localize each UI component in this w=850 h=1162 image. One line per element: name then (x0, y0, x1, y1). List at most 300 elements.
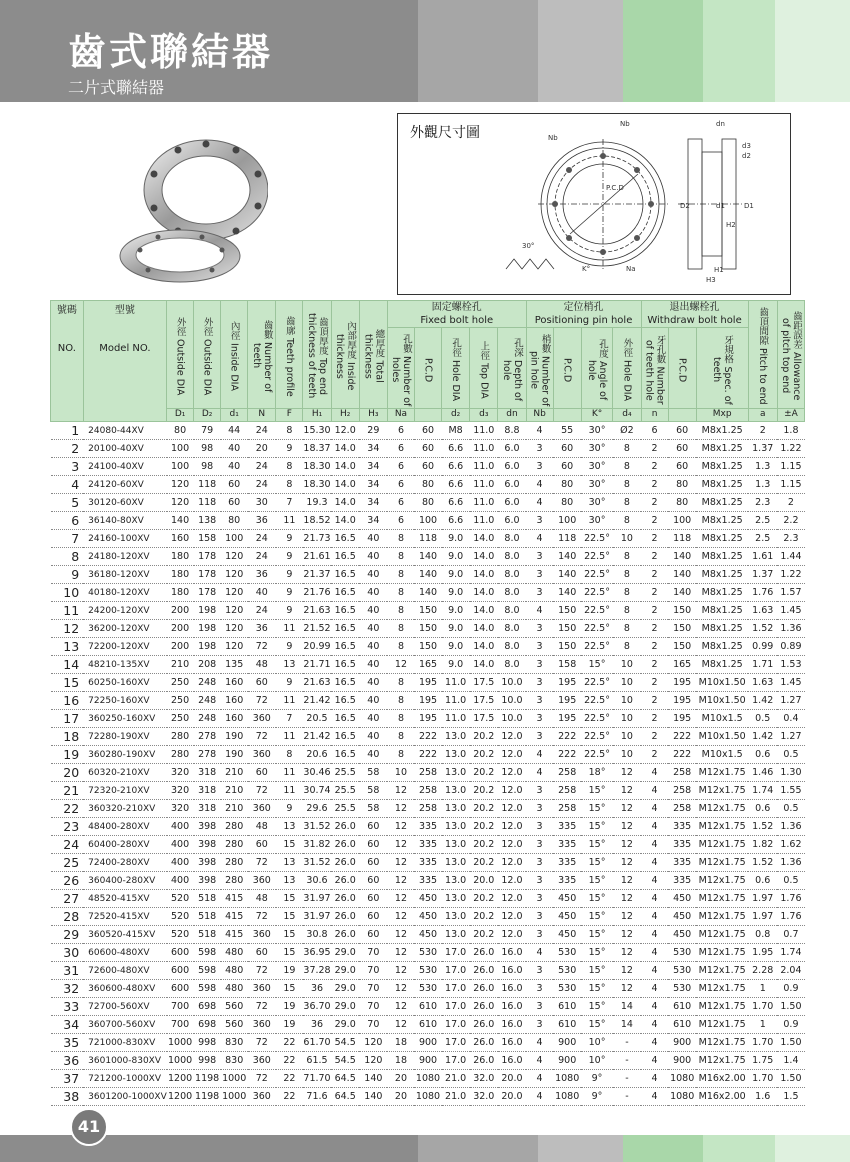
table-cell: 4 (526, 602, 553, 620)
table-cell: 58 (359, 800, 387, 818)
table-cell: 0.5 (748, 710, 777, 728)
table-cell: 40 (359, 746, 387, 764)
table-cell: 2 (641, 692, 668, 710)
table-cell: 11 (276, 512, 303, 530)
table-cell: 36 (248, 620, 276, 638)
table-cell: 120 (221, 602, 248, 620)
table-cell: 2 (641, 674, 668, 692)
table-cell: 12 (613, 872, 641, 890)
table-cell: 11 (276, 764, 303, 782)
table-cell: 12 (613, 836, 641, 854)
table-cell: 19 (276, 998, 303, 1016)
col-header-h2: 內部厚度 Inside thickness (331, 301, 359, 409)
table-cell: 4 (641, 854, 668, 872)
table-cell: 19 (276, 962, 303, 980)
table-cell: 1080 (553, 1088, 581, 1106)
table-cell: 998 (194, 1034, 221, 1052)
table-cell: 598 (194, 962, 221, 980)
table-cell: 335 (414, 872, 441, 890)
table-cell: 20.2 (470, 836, 498, 854)
table-cell: 25.5 (331, 782, 359, 800)
table-cell: 26.0 (470, 962, 498, 980)
table-cell: 12 (613, 782, 641, 800)
table-cell: 9 (276, 548, 303, 566)
table-cell: 16.5 (331, 674, 359, 692)
table-cell: 520 (167, 926, 194, 944)
table-cell: M16x2.00 (696, 1088, 748, 1106)
table-cell: 1.62 (777, 836, 804, 854)
model-number: 48520-415XV (83, 890, 166, 908)
table-cell: 6 (387, 422, 414, 440)
footer-stripe (418, 1135, 538, 1162)
row-number: 34 (51, 1016, 84, 1034)
header-stripe (623, 0, 703, 102)
table-row (51, 818, 805, 836)
table-cell: 11.0 (470, 494, 498, 512)
col-header-d3: 上徑 Top DIA (470, 328, 498, 409)
table-cell: 160 (221, 710, 248, 728)
table-cell: 30.46 (303, 764, 331, 782)
table-row (51, 512, 805, 530)
table-cell: 10 (613, 656, 641, 674)
table-cell: 1.76 (748, 584, 777, 602)
table-cell: 15° (581, 1016, 613, 1034)
table-cell: 40 (359, 656, 387, 674)
table-cell: 140 (359, 1070, 387, 1088)
table-cell: 190 (221, 728, 248, 746)
table-cell: 30.8 (303, 926, 331, 944)
table-cell: M12x1.75 (696, 908, 748, 926)
table-row (51, 566, 805, 584)
table-cell: 30° (581, 476, 613, 494)
table-cell: 12 (387, 890, 414, 908)
table-cell: 8.8 (498, 422, 526, 440)
table-cell: 700 (167, 1016, 194, 1034)
table-cell: 11 (276, 782, 303, 800)
table-cell: 48 (248, 656, 276, 674)
model-number: 721000-830XV (83, 1034, 166, 1052)
table-cell: 2 (641, 584, 668, 602)
table-cell: 9 (276, 602, 303, 620)
table-cell: 118 (668, 530, 696, 548)
table-cell: 1000 (167, 1052, 194, 1070)
table-cell: 15° (581, 854, 613, 872)
table-cell: 1.50 (777, 1070, 804, 1088)
table-cell: 25.5 (331, 764, 359, 782)
table-cell: 222 (553, 728, 581, 746)
table-cell: 8 (387, 746, 414, 764)
footer-stripe (538, 1135, 623, 1162)
header-stripe (418, 0, 538, 102)
table-cell: 8 (613, 440, 641, 458)
table-cell: 8 (387, 602, 414, 620)
sym-d2-hole: d₂ (442, 409, 470, 422)
table-cell: 21.63 (303, 602, 331, 620)
table-cell: 26.0 (331, 818, 359, 836)
table-cell: 60 (668, 458, 696, 476)
table-cell: 1198 (194, 1088, 221, 1106)
no-header: 號碼 NO. (51, 301, 84, 422)
table-cell: 13 (276, 854, 303, 872)
row-number: 31 (51, 962, 84, 980)
table-cell: 278 (194, 746, 221, 764)
table-cell: 13 (276, 818, 303, 836)
table-cell: 1.5 (777, 1088, 804, 1106)
table-row (51, 602, 805, 620)
table-cell: 40 (359, 674, 387, 692)
table-cell: 18.52 (303, 512, 331, 530)
table-cell: 3 (526, 728, 553, 746)
table-cell: 80 (414, 476, 441, 494)
table-cell: 1.70 (748, 1070, 777, 1088)
row-number: 32 (51, 980, 84, 998)
table-cell: 8 (276, 476, 303, 494)
sym-withdraw-pcd (668, 409, 696, 422)
table-cell: M8x1.25 (696, 422, 748, 440)
table-cell: 360 (248, 1052, 276, 1070)
table-cell: 530 (414, 944, 441, 962)
table-cell: 98 (194, 440, 221, 458)
table-cell: 12 (613, 980, 641, 998)
table-cell: 518 (194, 908, 221, 926)
table-cell: 11.0 (442, 710, 470, 728)
table-cell: 13 (276, 656, 303, 674)
table-cell: 150 (414, 620, 441, 638)
table-cell: 8.0 (498, 548, 526, 566)
table-cell: 1000 (221, 1088, 248, 1106)
table-cell: 21.61 (303, 548, 331, 566)
model-number: 40180-120XV (83, 584, 166, 602)
table-cell: 210 (221, 800, 248, 818)
table-cell: 15° (581, 656, 613, 674)
pin-hole-group-header: 定位梢孔 Positioning pin hole (526, 301, 641, 328)
table-cell: 180 (167, 566, 194, 584)
row-number: 12 (51, 620, 84, 638)
table-cell: 2.04 (777, 962, 804, 980)
table-cell: 18 (387, 1052, 414, 1070)
table-cell: 4 (526, 476, 553, 494)
model-number: 3601000-830XV (83, 1052, 166, 1070)
table-cell: 70 (359, 944, 387, 962)
table-row (51, 746, 805, 764)
table-cell: 3 (526, 800, 553, 818)
table-cell: 34 (359, 494, 387, 512)
table-cell: 0.6 (748, 746, 777, 764)
table-cell: 140 (668, 548, 696, 566)
col-header-withdraw-pcd: P.C.D (668, 328, 696, 409)
table-cell: 14.0 (331, 494, 359, 512)
table-cell: 60 (248, 764, 276, 782)
model-number: 24180-120XV (83, 548, 166, 566)
table-cell: 8 (276, 422, 303, 440)
table-cell: 22.5° (581, 638, 613, 656)
table-cell: 15 (276, 926, 303, 944)
table-cell: 1.37 (748, 440, 777, 458)
table-cell: 20.2 (470, 782, 498, 800)
table-cell: 60 (248, 944, 276, 962)
table-cell: 1.42 (748, 728, 777, 746)
table-cell: 165 (414, 656, 441, 674)
table-cell: 17.0 (442, 944, 470, 962)
table-cell: 14 (613, 998, 641, 1016)
table-cell: 415 (221, 926, 248, 944)
table-cell: 3 (526, 962, 553, 980)
table-cell: 2 (641, 602, 668, 620)
table-cell: 54.5 (331, 1034, 359, 1052)
col-header-mxp: 牙規格 Spec. of teeth (696, 328, 748, 409)
table-cell: 24 (248, 602, 276, 620)
model-number: 60400-280XV (83, 836, 166, 854)
table-cell: 450 (668, 926, 696, 944)
table-cell: 1.22 (777, 440, 804, 458)
table-cell: 21.71 (303, 656, 331, 674)
table-cell: 360 (248, 980, 276, 998)
table-cell: 120 (221, 566, 248, 584)
table-cell: 15° (581, 962, 613, 980)
table-cell: 2 (641, 746, 668, 764)
row-number: 13 (51, 638, 84, 656)
table-cell: 222 (668, 746, 696, 764)
table-cell: 14.0 (331, 440, 359, 458)
table-cell: 4 (641, 800, 668, 818)
model-header: 型號 Model NO. (83, 301, 166, 422)
table-cell: 530 (553, 962, 581, 980)
table-cell: 15° (581, 782, 613, 800)
table-cell: 2 (641, 638, 668, 656)
table-cell: 12.0 (498, 908, 526, 926)
sym-pm-a: ±A (777, 409, 804, 422)
table-cell: 3 (526, 620, 553, 638)
table-cell: 7 (276, 494, 303, 512)
model-number: 72400-280XV (83, 854, 166, 872)
table-cell: 1.76 (777, 890, 804, 908)
table-cell: 40 (359, 584, 387, 602)
table-cell: 150 (553, 638, 581, 656)
table-cell: 8 (613, 476, 641, 494)
table-cell: 4 (641, 890, 668, 908)
col-header-h1: 齒頂厚度 Top end thickness of teeth (303, 301, 331, 409)
table-cell: 195 (553, 710, 581, 728)
table-cell: 20.0 (498, 1088, 526, 1106)
row-number: 9 (51, 566, 84, 584)
model-number: 24120-60XV (83, 476, 166, 494)
table-cell: 4 (641, 1088, 668, 1106)
model-number: 36140-80XV (83, 512, 166, 530)
model-number: 24200-120XV (83, 602, 166, 620)
table-cell: 3 (526, 908, 553, 926)
table-cell: 12.0 (498, 782, 526, 800)
table-cell: 178 (194, 548, 221, 566)
table-cell: 1.61 (748, 548, 777, 566)
table-cell: 34 (359, 458, 387, 476)
table-cell: 3 (526, 926, 553, 944)
table-cell: 72 (248, 728, 276, 746)
table-cell: 1.8 (777, 422, 804, 440)
table-row (51, 890, 805, 908)
table-cell: 2 (641, 548, 668, 566)
table-cell: 24 (248, 530, 276, 548)
table-cell: 195 (414, 674, 441, 692)
table-cell: 3 (526, 692, 553, 710)
table-cell: 16.5 (331, 710, 359, 728)
table-cell: 3 (526, 1016, 553, 1034)
table-cell: 610 (668, 1016, 696, 1034)
spec-table (50, 300, 805, 1106)
table-cell: 3 (526, 656, 553, 674)
table-cell: 1.44 (777, 548, 804, 566)
col-header-na: 孔數 Number of holes (387, 328, 414, 409)
sym-nb: Nb (526, 409, 553, 422)
table-cell: 3 (526, 512, 553, 530)
table-cell: 1.76 (777, 908, 804, 926)
table-cell: 31.97 (303, 890, 331, 908)
table-cell: 4 (526, 1088, 553, 1106)
table-cell: 16.5 (331, 530, 359, 548)
table-cell: 30° (581, 440, 613, 458)
table-cell: 258 (414, 764, 441, 782)
table-cell: 22.5° (581, 710, 613, 728)
table-cell: 29.0 (331, 1016, 359, 1034)
row-number: 25 (51, 854, 84, 872)
table-cell: M12x1.75 (696, 1034, 748, 1052)
table-cell: 158 (553, 656, 581, 674)
row-number: 14 (51, 656, 84, 674)
table-cell: 20 (387, 1070, 414, 1088)
table-cell: 9 (276, 584, 303, 602)
table-cell: 22 (276, 1052, 303, 1070)
table-cell: - (613, 1052, 641, 1070)
table-cell: M12x1.75 (696, 1016, 748, 1034)
col-header-k: 孔度 Angle of hole (581, 328, 613, 409)
table-cell: 6 (641, 422, 668, 440)
table-cell: 2 (641, 476, 668, 494)
table-cell: M8x1.25 (696, 584, 748, 602)
table-cell: 16.5 (331, 692, 359, 710)
table-cell: 1000 (167, 1034, 194, 1052)
table-cell: 400 (167, 836, 194, 854)
table-cell: 6 (387, 458, 414, 476)
table-cell: 12 (613, 908, 641, 926)
table-cell: 320 (167, 764, 194, 782)
table-cell: 60 (359, 818, 387, 836)
table-cell: 64.5 (331, 1088, 359, 1106)
table-cell: 335 (414, 818, 441, 836)
table-cell: 6.0 (498, 476, 526, 494)
table-cell: 17.5 (470, 692, 498, 710)
footer-band (0, 1135, 850, 1162)
table-cell: 698 (194, 1016, 221, 1034)
table-cell: 4 (526, 1052, 553, 1070)
table-cell: 1080 (668, 1088, 696, 1106)
table-cell: 20.2 (470, 800, 498, 818)
table-cell: 8.0 (498, 656, 526, 674)
table-cell: 60 (414, 440, 441, 458)
table-cell: 360 (248, 1088, 276, 1106)
table-cell: 26.0 (470, 944, 498, 962)
table-cell: 398 (194, 836, 221, 854)
table-cell: 518 (194, 890, 221, 908)
table-cell: 72 (248, 1034, 276, 1052)
table-cell: 195 (668, 710, 696, 728)
table-cell: 12 (613, 962, 641, 980)
table-cell: 72 (248, 638, 276, 656)
table-cell: 335 (553, 818, 581, 836)
sym-f: F (276, 409, 303, 422)
table-cell: 12 (387, 782, 414, 800)
footer-stripe (703, 1135, 775, 1162)
table-cell: 70 (359, 1016, 387, 1034)
table-cell: M12x1.75 (696, 872, 748, 890)
table-cell: 10 (613, 674, 641, 692)
col-header-fixed-pcd: P.C.D (414, 328, 441, 409)
table-cell: 12 (387, 1016, 414, 1034)
table-cell: 55 (553, 422, 581, 440)
table-cell: M8x1.25 (696, 620, 748, 638)
row-number: 2 (51, 440, 84, 458)
sym-pin-pcd (553, 409, 581, 422)
model-number: 36180-120XV (83, 566, 166, 584)
table-cell: 1.63 (748, 674, 777, 692)
table-cell: M8 (442, 422, 470, 440)
table-cell: 10 (613, 692, 641, 710)
drawing-label: P.C.D (606, 184, 624, 192)
table-cell: 140 (167, 512, 194, 530)
table-cell: 16.5 (331, 638, 359, 656)
table-cell: 335 (668, 818, 696, 836)
table-cell: 18° (581, 764, 613, 782)
table-cell: 4 (641, 1052, 668, 1070)
table-cell: 280 (167, 746, 194, 764)
table-cell: 2 (641, 512, 668, 530)
row-number: 30 (51, 944, 84, 962)
table-cell: 2.3 (748, 494, 777, 512)
table-cell: 15° (581, 980, 613, 998)
table-cell: 72 (248, 782, 276, 800)
table-cell: 60 (359, 908, 387, 926)
table-cell: 31.97 (303, 908, 331, 926)
table-cell: 26.0 (331, 926, 359, 944)
table-cell: 20.2 (470, 728, 498, 746)
table-cell: 4 (641, 782, 668, 800)
table-cell: 34 (359, 440, 387, 458)
table-cell: 1.15 (777, 476, 804, 494)
table-cell: 8 (387, 620, 414, 638)
table-cell: 60 (359, 854, 387, 872)
table-row (51, 764, 805, 782)
model-number: 72320-210XV (83, 782, 166, 800)
row-number: 36 (51, 1052, 84, 1070)
model-number: 48210-135XV (83, 656, 166, 674)
table-cell: 12 (387, 656, 414, 674)
table-cell: 480 (221, 980, 248, 998)
table-cell: 16.0 (498, 962, 526, 980)
model-number: 360600-480XV (83, 980, 166, 998)
table-cell: 18.30 (303, 476, 331, 494)
table-cell: 398 (194, 818, 221, 836)
table-row (51, 1088, 805, 1106)
table-cell: 20 (387, 1088, 414, 1106)
table-cell: 12 (613, 944, 641, 962)
table-cell: 20.2 (470, 764, 498, 782)
table-cell: 258 (553, 764, 581, 782)
sym-h1: H₁ (303, 409, 331, 422)
table-cell: 450 (668, 890, 696, 908)
table-cell: 17.0 (442, 998, 470, 1016)
table-cell: 29.0 (331, 944, 359, 962)
table-cell: 0.8 (748, 926, 777, 944)
table-cell: 19.3 (303, 494, 331, 512)
table-row (51, 728, 805, 746)
